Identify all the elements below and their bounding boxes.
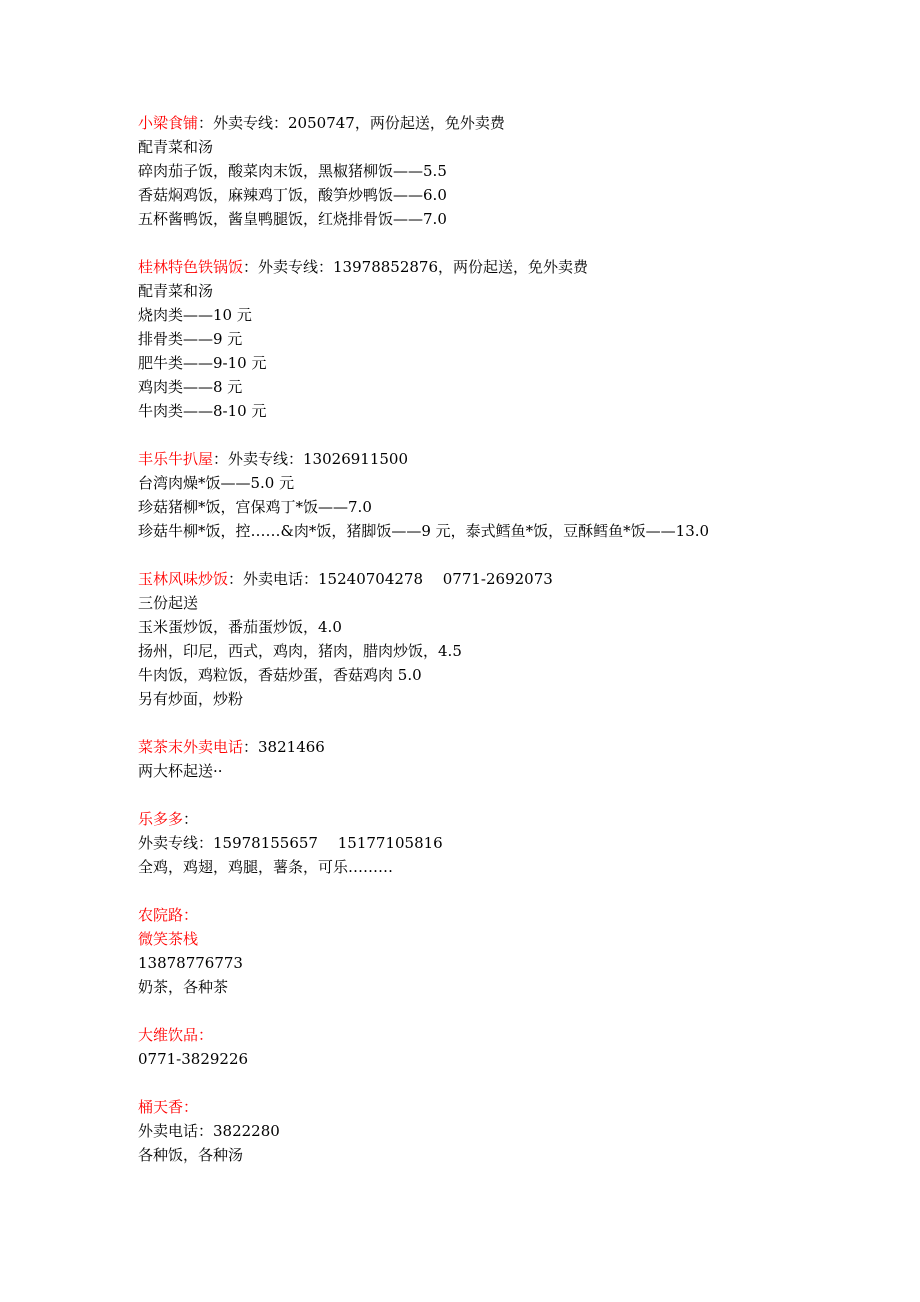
menu-line: 肥牛类——9-10 元	[138, 354, 267, 372]
menu-line: 两大杯起送··	[138, 762, 223, 780]
menu-line: 另有炒面，炒粉	[138, 690, 244, 708]
menu-line: 扬州，印尼，西式，鸡肉，猪肉，腊肉炒饭，4.5	[138, 642, 462, 660]
shop-header	[138, 903, 838, 927]
menu-line: 全鸡，鸡翅，鸡腿，薯条，可乐………	[138, 858, 394, 876]
menu-line: 玉米蛋炒饭，番茄蛋炒饭，4.0	[138, 618, 342, 636]
shop-contact: ：	[183, 810, 199, 828]
menu-line: 牛肉饭，鸡粒饭，香菇炒蛋，香菇鸡肉 5.0	[138, 666, 422, 684]
shop-section-caichamo	[138, 735, 838, 783]
menu-line: 珍菇猪柳*饭，宫保鸡丁*饭——7.0	[138, 498, 372, 516]
sub-shop-name: 微笑茶栈	[138, 930, 199, 948]
menu-line: 0771-3829226	[138, 1050, 249, 1068]
document-page	[138, 111, 838, 1191]
menu-line: 台湾肉燥*饭——5.0 元	[138, 474, 295, 492]
shop-name: 桶天香	[138, 1098, 184, 1116]
shop-header	[138, 1023, 838, 1047]
shop-header	[138, 567, 838, 591]
menu-line: 烧肉类——10 元	[138, 306, 252, 324]
menu-line: 三份起送	[138, 594, 199, 612]
shop-name: 大维饮品	[138, 1026, 199, 1044]
menu-line: 排骨类——9 元	[138, 330, 243, 348]
shop-name: 玉林风味炒饭	[138, 570, 229, 588]
shop-section-nongyuanlu	[138, 903, 838, 999]
menu-line: 碎肉茄子饭，酸菜肉末饭，黑椒猪柳饭——5.5	[138, 162, 447, 180]
menu-line: 外卖电话：3822280	[138, 1122, 280, 1140]
shop-name: 丰乐牛扒屋	[138, 450, 214, 468]
shop-name: 菜茶末外卖电话	[138, 738, 244, 756]
shop-section-yulin	[138, 567, 838, 711]
menu-line: 13878776773	[138, 954, 243, 972]
shop-contact: ：外卖专线：13978852876，两份起送，免外卖费	[243, 258, 588, 276]
menu-line: 珍菇牛柳*饭，控……&肉*饭，猪脚饭——9 元，泰式鳕鱼*饭，豆酥鳕鱼*饭——13.0	[138, 522, 710, 540]
shop-header	[138, 807, 838, 831]
shop-contact: ：	[198, 1026, 214, 1044]
shop-section-tongtianxiang	[138, 1095, 838, 1167]
shop-section-dawei	[138, 1023, 838, 1071]
shop-header	[138, 255, 838, 279]
shop-contact: ：外卖电话：15240704278 0771-2692073	[228, 570, 553, 588]
menu-line: 各种饭，各种汤	[138, 1146, 244, 1164]
shop-name: 乐多多	[138, 810, 184, 828]
menu-line: 外卖专线：15978155657 15177105816	[138, 834, 443, 852]
shop-header	[138, 111, 838, 135]
menu-line: 五杯酱鸭饭，酱皇鸭腿饭，红烧排骨饭——7.0	[138, 210, 447, 228]
shop-contact: ：	[183, 906, 199, 924]
shop-name: 小梁食铺	[138, 114, 199, 132]
shop-name: 农院路	[138, 906, 184, 924]
shop-contact: ：外卖专线：2050747，两份起送，免外卖费	[198, 114, 505, 132]
shop-section-guilin	[138, 255, 838, 423]
menu-line: 香菇焖鸡饭，麻辣鸡丁饭，酸笋炒鸭饭——6.0	[138, 186, 447, 204]
shop-contact: ：外卖专线：13026911500	[213, 450, 408, 468]
menu-line: 鸡肉类——8 元	[138, 378, 243, 396]
shop-section-leduoduo	[138, 807, 838, 879]
shop-header	[138, 447, 838, 471]
shop-contact: ：3821466	[243, 738, 325, 756]
shop-contact: ：	[183, 1098, 199, 1116]
menu-line: 牛肉类——8-10 元	[138, 402, 267, 420]
shop-header	[138, 1095, 838, 1119]
shop-name: 桂林特色铁锅饭	[138, 258, 244, 276]
menu-line: 配青菜和汤	[138, 138, 214, 156]
shop-section-xiaoliang	[138, 111, 838, 231]
shop-section-fengle	[138, 447, 838, 543]
menu-line: 配青菜和汤	[138, 282, 214, 300]
menu-line: 奶茶，各种茶	[138, 978, 229, 996]
shop-header	[138, 735, 838, 759]
